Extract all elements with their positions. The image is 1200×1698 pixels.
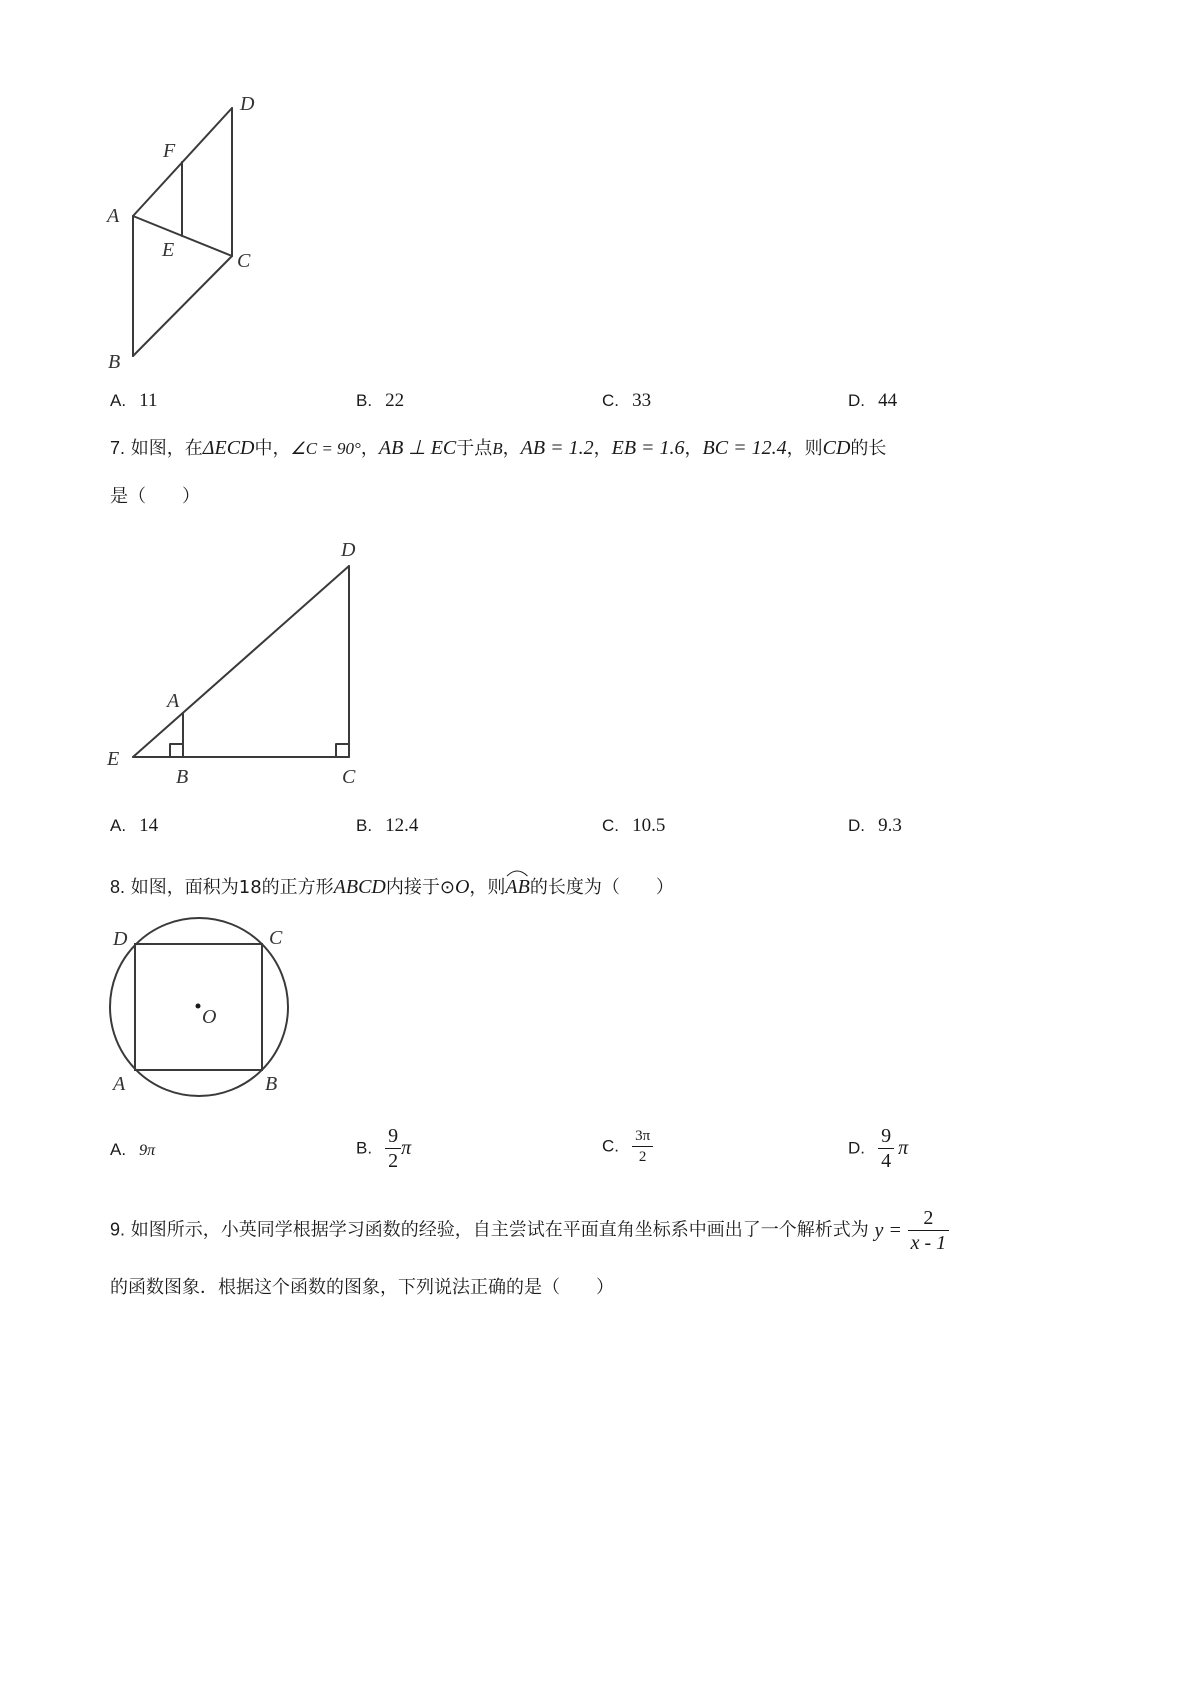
q7-right-angle-c <box>336 744 349 757</box>
q6-label-c: C <box>237 250 251 272</box>
q7-option-d[interactable] <box>848 815 902 837</box>
q7-text: ， <box>502 438 521 459</box>
q7-text: ， <box>360 438 379 459</box>
q7-text: ，则 <box>786 438 823 459</box>
option-value: 22 <box>385 390 405 411</box>
q7-label-e: E <box>107 748 120 770</box>
option-letter: A. <box>110 391 127 410</box>
fraction-numerator: 9 <box>878 1124 894 1149</box>
option-letter: D. <box>848 391 865 410</box>
q7-cd: CD <box>822 437 851 459</box>
option-value: 10.5 <box>632 815 666 836</box>
q9-stem-line2: 的函数图象．根据这个函数的图象，下列说法正确的是（ ） <box>110 1277 614 1298</box>
q8-stem <box>110 871 674 900</box>
q7-ab: AB = 1.2 <box>520 437 594 459</box>
option-fraction <box>385 1124 401 1173</box>
q7-option-b[interactable] <box>356 815 418 837</box>
fraction-denominator: x - 1 <box>910 1232 947 1254</box>
fraction-numerator: 9 <box>385 1124 401 1149</box>
q8-label-b: B <box>265 1073 278 1095</box>
option-letter: C. <box>602 1136 619 1156</box>
q9-eq-fraction <box>908 1206 950 1255</box>
q8-circle-o: O <box>454 876 470 898</box>
option-value: 44 <box>878 390 898 411</box>
q6-label-b: B <box>108 351 121 370</box>
q8-option-a[interactable] <box>110 1140 155 1160</box>
q6-label-a: A <box>107 205 120 227</box>
fraction-numerator: 2 <box>908 1206 950 1231</box>
q6-label-d: D <box>240 93 255 115</box>
option-fraction <box>632 1126 653 1167</box>
q8-option-d[interactable] <box>848 1124 908 1173</box>
option-value: 12.4 <box>385 815 419 836</box>
option-value: 11 <box>139 390 158 411</box>
option-letter: C. <box>602 816 619 835</box>
q8-option-c[interactable] <box>602 1126 653 1167</box>
q6-option-a[interactable] <box>110 390 157 412</box>
q6-seg-bc <box>133 256 232 356</box>
q7-stem-line2: 是（ ） <box>110 486 200 507</box>
option-letter: D. <box>848 816 865 835</box>
q7-text: 于点 <box>456 438 493 459</box>
q8-option-b[interactable] <box>356 1124 411 1173</box>
q6-label-f: F <box>163 140 176 162</box>
option-value: 14 <box>139 815 159 836</box>
q8-text: 内接于⊙ <box>385 877 455 898</box>
option-value: 33 <box>632 390 652 411</box>
q7-text: ， <box>593 438 612 459</box>
q9-text: 如图所示，小英同学根据学习函数的经验，自主尝试在平面直角坐标系中画出了一个解析式为 <box>130 1219 869 1241</box>
q8-label-d: D <box>113 928 128 950</box>
q7-eb: EB = 1.6 <box>611 437 685 459</box>
q7-option-c[interactable] <box>602 815 665 837</box>
question-number: 9. <box>110 1219 126 1240</box>
q7-right-angle-b <box>170 744 183 757</box>
q7-text: ， <box>684 438 703 459</box>
q7-angle: ∠C = 90° <box>290 439 361 458</box>
option-letter: C. <box>602 391 619 410</box>
q8-figure <box>100 915 300 1100</box>
q7-text: 如图，在 <box>130 438 203 459</box>
q9-eq-lhs: y = <box>874 1219 902 1242</box>
q7-seg-ed <box>133 566 349 757</box>
option-letter: D. <box>848 1138 865 1158</box>
q8-label-o: O <box>202 1006 217 1028</box>
q7-bc: BC = 12.4 <box>702 437 787 459</box>
q7-figure <box>100 528 380 788</box>
arc-mark <box>505 869 529 877</box>
q7-option-a[interactable] <box>110 815 158 837</box>
q6-figure <box>95 80 275 370</box>
q7-stem-line1 <box>110 436 886 461</box>
q8-label-c: C <box>269 927 283 949</box>
q8-label-a: A <box>113 1073 126 1095</box>
q8-center-dot <box>196 1004 201 1009</box>
option-letter: B. <box>356 1138 373 1158</box>
option-letter: A. <box>110 1140 127 1159</box>
fraction-denominator: 2 <box>388 1150 399 1172</box>
q7-label-d: D <box>341 539 356 561</box>
q7-point-b: B <box>492 439 503 458</box>
option-fraction <box>878 1124 894 1173</box>
q9-stem-line1 <box>110 1206 949 1255</box>
option-value: 9π <box>139 1142 156 1159</box>
q8-text: 如图，面积为18的正方形 <box>130 877 334 898</box>
option-pi: π <box>401 1137 412 1159</box>
question-number: 7. <box>110 438 126 458</box>
fraction-numerator: 3π <box>632 1126 653 1147</box>
q8-arc-ab <box>505 871 529 900</box>
q7-label-c: C <box>342 766 356 788</box>
q7-text: 中， <box>254 438 291 459</box>
q6-option-b[interactable] <box>356 390 404 412</box>
q7-label-a: A <box>167 690 180 712</box>
q6-option-c[interactable] <box>602 390 651 412</box>
q8-square: ABCD <box>333 876 386 898</box>
q8-arc-label: AB <box>505 876 530 898</box>
q7-perp: AB ⊥ EC <box>378 437 457 459</box>
option-letter: B. <box>356 391 373 410</box>
q6-label-e: E <box>162 239 175 261</box>
option-value: 9.3 <box>878 815 902 836</box>
option-letter: A. <box>110 816 127 835</box>
fraction-denominator: 4 <box>881 1150 892 1172</box>
q7-triangle: ΔECD <box>202 437 255 459</box>
option-pi: π <box>898 1137 909 1159</box>
q8-text: 的长度为（ ） <box>529 877 674 898</box>
q7-label-b: B <box>176 766 189 788</box>
q8-text: ，则 <box>469 877 506 898</box>
option-letter: B. <box>356 816 373 835</box>
fraction-denominator: 2 <box>638 1149 647 1165</box>
q6-option-d[interactable] <box>848 390 897 412</box>
q7-text: 的长 <box>850 438 887 459</box>
question-number: 8. <box>110 877 126 897</box>
